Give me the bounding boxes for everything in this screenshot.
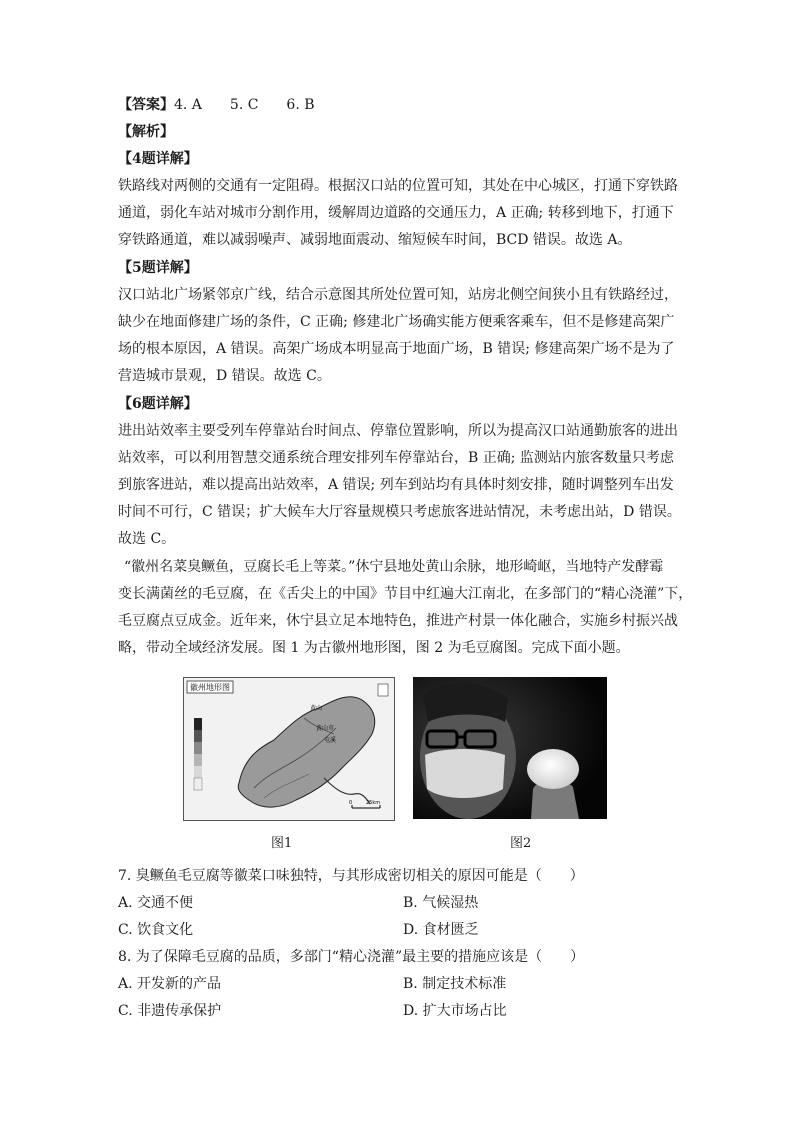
q6-line: 时间不可行，C 错误；扩大候车大厅容量规模只考虑旅客进站情况，未考虑出站，D 错误。 <box>118 504 681 520</box>
q6-line: 故选 C。 <box>118 531 176 547</box>
q6-line: 进出站效率主要受列车停靠站台时间点、停靠位置影响，所以为提高汉口站通勤旅客的进出 <box>118 423 678 439</box>
passage-line: 毛豆腐点豆成金。近年来，休宁县立足本地特色，推进产村景一体化融合，实施乡村振兴战 <box>118 613 678 629</box>
q5-heading: 【5题详解】 <box>118 260 198 276</box>
map-place-label: 黄山市 <box>316 725 335 732</box>
q5-line: 场的根本原因，A 错误。高架广场成本明显高于地面广场，B 错误; 修建高架广场不是为了 <box>118 341 675 357</box>
q4-line: 通道，弱化车站对城市分割作用，缓解周边道路的交通压力，A 正确; 转移到地下，打通下 <box>118 205 674 221</box>
map-place-label: 黄山 <box>310 705 323 712</box>
q8-option-c: C. 非遗传承保护 <box>118 1003 222 1019</box>
q6-heading: 【6题详解】 <box>118 396 198 412</box>
q8-stem: 8. 为了保障毛豆腐的品质，多部门“精心浇灌”最主要的措施应该是（ ） <box>118 949 585 965</box>
answer-text: 4. A 5. C 6. B <box>174 97 315 113</box>
mao-tofu <box>527 749 579 789</box>
q8-option-a: A. 开发新的产品 <box>118 976 222 992</box>
scale-unit: 25km <box>366 800 381 806</box>
map-title: 徽州地形图 <box>190 683 230 692</box>
q5-line: 缺少在地面修建广场的条件，C 正确; 修建北广场确实能方便乘客乘车，但不是修建高架广 <box>118 314 675 330</box>
q5-line: 汉口站北广场紧邻京广线，结合示意图其所处位置可知，站房北侧空间狭小且有铁路经过， <box>118 287 678 303</box>
q5-line: 营造城市景观，D 错误。故选 C。 <box>118 368 331 384</box>
answer-line <box>118 95 315 115</box>
q7-option-a: A. 交通不便 <box>118 895 194 911</box>
scale-zero: 0 <box>349 800 353 806</box>
answer-label: 【答案】 <box>118 97 174 113</box>
passage-line: 略，带动全域经济发展。图 1 为古徽州地形图，图 2 为毛豆腐图。完成下面小题。 <box>118 640 630 656</box>
passage-line: 变长满菌丝的毛豆腐，在《舌尖上的中国》节目中红遍大江南北，在多部门的“精心浇灌”下， <box>118 586 693 602</box>
q6-line: 到旅客进站，难以提高出站效率，A 错误; 列车到站均有具体时刻安排，随时调整列车出发 <box>118 477 674 493</box>
figure1-map <box>183 677 395 821</box>
q8-option-b: B. 制定技术标准 <box>403 976 507 992</box>
q7-option-b: B. 气候湿热 <box>403 895 479 911</box>
map-graphic <box>184 678 394 820</box>
figure1-caption: 图1 <box>271 836 293 851</box>
figure2-photo <box>413 677 607 819</box>
q7-stem: 7. 臭鳜鱼毛豆腐等徽菜口味独特，与其形成密切相关的原因可能是（ ） <box>118 868 584 884</box>
tofu-photo-graphic <box>413 677 607 819</box>
analysis-label: 【解析】 <box>118 124 174 140</box>
q6-line: 站效率，可以利用智慧交通系统合理安排列车停靠站台，B 正确; 监测站内旅客数量只考虑 <box>118 450 674 466</box>
q7-option-c: C. 饮食文化 <box>118 922 194 938</box>
q4-line: 穿铁路通道，难以减弱噪声、减弱地面震动、缩短候车时间，BCD 错误。故选 A。 <box>118 232 632 248</box>
face-mask <box>425 749 505 798</box>
passage-line: “徽州名菜臭鳜鱼，豆腐长毛上等菜。”休宁县地处黄山余脉，地形崎岖，当地特产发酵霉 <box>124 559 664 575</box>
q4-heading: 【4题详解】 <box>118 151 198 167</box>
figure2-caption: 图2 <box>510 836 532 851</box>
q4-line: 铁路线对两侧的交通有一定阻碍。根据汉口站的位置可知，其处在中心城区，打通下穿铁路 <box>118 178 678 194</box>
elevation-legend <box>194 718 202 790</box>
q8-option-d: D. 扩大市场占比 <box>403 1003 507 1019</box>
q7-option-d: D. 食材匮乏 <box>403 922 479 938</box>
map-place-label: 屯溪 <box>324 737 337 744</box>
